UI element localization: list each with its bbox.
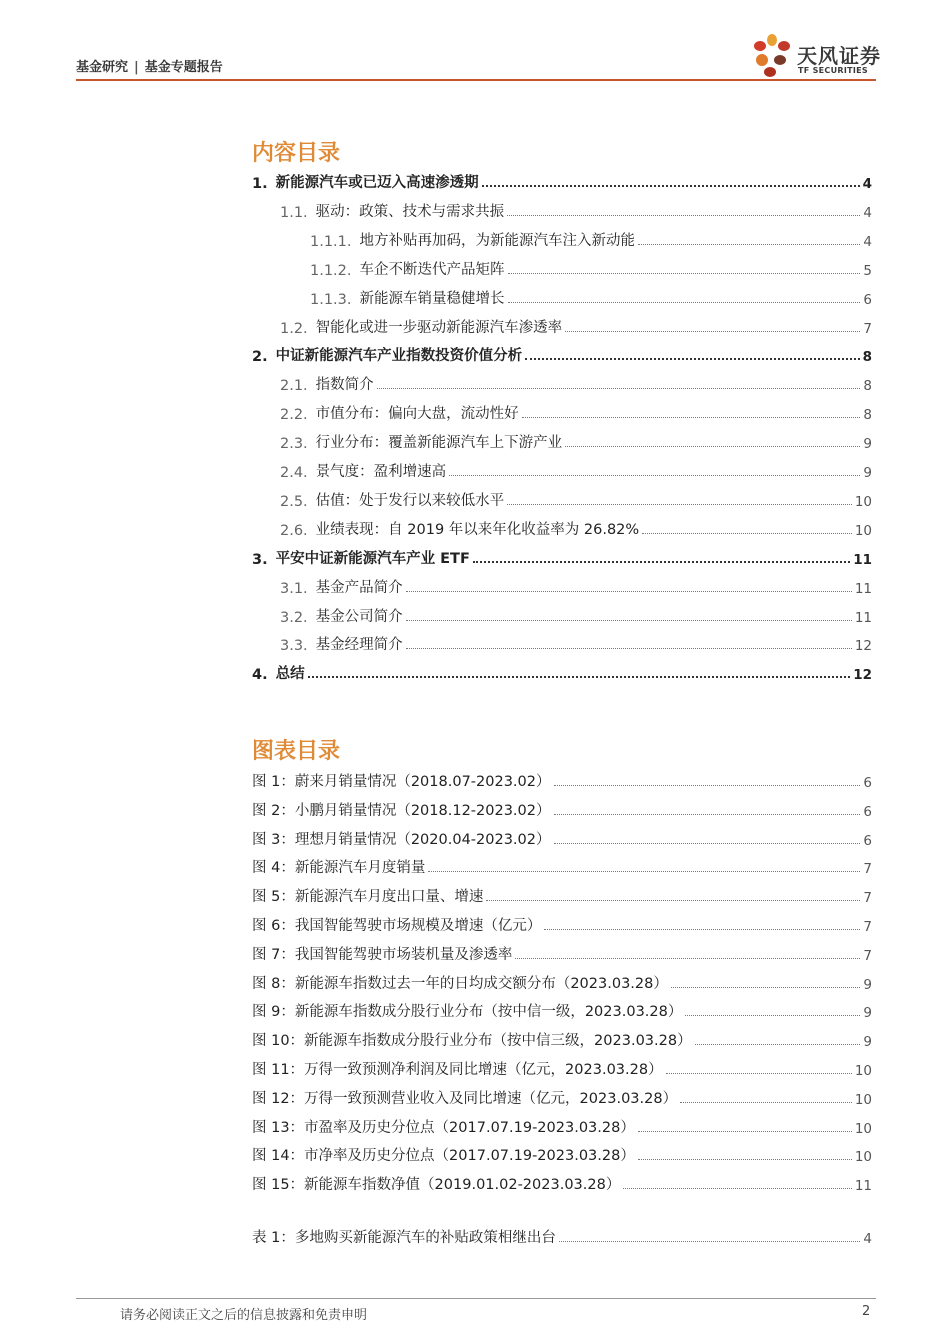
- toc-entry-page: 11: [854, 609, 872, 626]
- figure-entry[interactable]: [252, 971, 872, 993]
- toc-entry[interactable]: [252, 546, 872, 568]
- dot-leader: [522, 417, 861, 418]
- figure-entry-page: 7: [863, 861, 872, 878]
- figure-entry-page: 10: [854, 1091, 872, 1108]
- toc-entry-number: 1.1.2.: [310, 262, 352, 279]
- dot-leader: [482, 185, 860, 187]
- dot-leader: [486, 900, 860, 901]
- figure-entry-title: 图 12：万得一致预测营业收入及同比增速（亿元，2023.03.28）: [252, 1090, 678, 1107]
- dot-leader: [515, 958, 860, 959]
- toc-entry-number: 1.1.3.: [310, 291, 352, 308]
- report-category: 基金研究: [76, 60, 129, 75]
- toc-entry-number: 2.: [252, 349, 268, 366]
- toc-entry-page: 11: [853, 551, 872, 568]
- figure-entry-title: 图 7：我国智能驾驶市场装机量及渗透率: [252, 946, 513, 963]
- toc-entry[interactable]: [252, 343, 872, 365]
- dot-leader: [554, 814, 861, 815]
- toc-entry-number: 3.3.: [280, 638, 308, 655]
- toc-entry-page: 4: [863, 233, 872, 250]
- figure-entry-page: 7: [863, 947, 872, 964]
- dot-leader: [671, 987, 861, 988]
- dot-leader: [525, 358, 859, 360]
- figure-entry-page: 6: [863, 775, 872, 791]
- dot-leader: [666, 1073, 852, 1074]
- toc-entry-page: 8: [863, 378, 872, 395]
- dot-leader: [554, 843, 861, 844]
- dot-leader: [642, 533, 852, 534]
- toc-entry[interactable]: [252, 459, 872, 481]
- figure-entry[interactable]: [252, 855, 872, 877]
- table-entry-title: 表 1：多地购买新能源汽车的补贴政策相继出台: [252, 1230, 556, 1246]
- figure-entry-page: 7: [863, 890, 872, 907]
- figure-entry[interactable]: [252, 1143, 872, 1165]
- toc-entry-number: 2.4.: [280, 465, 308, 481]
- toc-entry[interactable]: [252, 257, 872, 279]
- toc-entry-number: 1.: [252, 176, 268, 192]
- toc-entry-title: 基金产品简介: [315, 579, 403, 596]
- toc-entry-page: 10: [854, 522, 872, 539]
- figure-entry-title: 图 10：新能源车指数成分股行业分布（按中信三级，2023.03.28）: [252, 1033, 692, 1050]
- toc-entry[interactable]: [252, 488, 872, 510]
- figure-entry-title: 图 15：新能源车指数净值（2019.01.02-2023.03.28）: [252, 1177, 621, 1194]
- toc-entry-title: 中证新能源汽车产业指数投资价值分析: [275, 348, 523, 365]
- dot-leader: [559, 1241, 861, 1242]
- toc-entry-number: 3.: [252, 551, 268, 568]
- figure-entry[interactable]: [252, 1028, 872, 1050]
- dot-leader: [638, 1159, 852, 1160]
- figure-entry[interactable]: [252, 942, 872, 964]
- figure-entry[interactable]: [252, 827, 872, 849]
- dot-leader: [685, 1015, 860, 1016]
- dot-leader: [554, 785, 861, 786]
- figure-entry-title: 图 9：新能源车指数成分股行业分布（按中信一级，2023.03.28）: [252, 1004, 683, 1021]
- toc-entry-title: 指数简介: [315, 377, 374, 394]
- toc-entry-title: 业绩表现：自 2019 年以来年化收益率为 26.82%: [315, 521, 640, 538]
- dot-leader: [449, 475, 860, 476]
- toc-entry-page: 8: [862, 349, 872, 366]
- toc-entry-title: 智能化或进一步驱动新能源汽车渗透率: [315, 319, 563, 336]
- page-number: 2: [862, 1304, 871, 1319]
- figure-entry-title: 图 8：新能源车指数过去一年的日均成交额分布（2023.03.28）: [252, 975, 668, 992]
- figure-entry[interactable]: [252, 884, 872, 906]
- dot-leader: [428, 871, 860, 872]
- table-entry[interactable]: [252, 1225, 872, 1247]
- dot-leader: [406, 648, 852, 649]
- toc-entry[interactable]: [252, 604, 872, 626]
- toc-entry-title: 新能源汽车或已迈入高速渗透期: [275, 175, 479, 191]
- figure-entry[interactable]: [252, 1086, 872, 1108]
- report-header: [76, 56, 223, 75]
- toc-entry[interactable]: [252, 632, 872, 654]
- dot-leader: [565, 331, 860, 332]
- dot-leader: [406, 620, 852, 621]
- toc-entry-number: 2.3.: [280, 436, 308, 453]
- toc-entry-page: 9: [863, 436, 872, 453]
- figure-entry-title: 图 14：市净率及历史分位点（2017.07.19-2023.03.28）: [252, 1148, 635, 1165]
- figure-entry[interactable]: [252, 1057, 872, 1079]
- figure-entry-page: 9: [863, 976, 872, 993]
- toc-entry-page: 12: [854, 638, 872, 655]
- figure-entry[interactable]: [252, 1172, 872, 1194]
- figure-entry-page: 10: [854, 1120, 872, 1137]
- figure-entry-title: 图 4：新能源汽车月度销量: [252, 860, 426, 877]
- figure-entry-page: 9: [863, 1034, 872, 1051]
- figure-entry[interactable]: [252, 913, 872, 935]
- dot-leader: [638, 1131, 852, 1132]
- toc-entry-title: 基金经理简介: [315, 637, 403, 654]
- figures-title: 图表目录: [252, 739, 341, 764]
- logo-name: 天风证券: [797, 44, 881, 68]
- footer-disclaimer: 请务必阅读正文之后的信息披露和免责申明: [120, 1308, 368, 1323]
- dot-leader: [565, 446, 860, 447]
- figure-entry[interactable]: [252, 798, 872, 820]
- toc-entry-number: 1.1.: [280, 204, 308, 221]
- toc-entry-title: 估值：处于发行以来较低水平: [315, 492, 505, 509]
- dot-leader: [473, 561, 850, 563]
- toc-entry-number: 2.2.: [280, 407, 308, 424]
- dot-leader: [508, 273, 861, 274]
- toc-entry-page: 7: [863, 320, 872, 337]
- figure-entry-page: 10: [854, 1149, 872, 1166]
- toc-entry[interactable]: [252, 228, 872, 250]
- toc-entry[interactable]: [252, 430, 872, 452]
- toc-entry-page: 11: [854, 580, 872, 597]
- toc-entry-title: 基金公司简介: [315, 608, 403, 625]
- dot-leader: [406, 591, 852, 592]
- toc-entry[interactable]: [252, 372, 872, 394]
- logo-subtitle: TF SECURITIES: [798, 66, 868, 75]
- table-entry-page: 4: [863, 1231, 872, 1247]
- toc-entry-title: 市值分布：偏向大盘，流动性好: [315, 406, 519, 423]
- figure-entry-title: 图 5：新能源汽车月度出口量、增速: [252, 889, 484, 906]
- toc-entry-number: 1.2.: [280, 320, 308, 337]
- figure-entry-title: 图 11：万得一致预测净利润及同比增速（亿元，2023.03.28）: [252, 1062, 663, 1078]
- dot-leader: [508, 302, 861, 303]
- dot-leader: [377, 388, 861, 389]
- dot-leader: [308, 676, 851, 678]
- toc-entry[interactable]: [252, 661, 872, 683]
- figure-entry-page: 7: [863, 919, 872, 935]
- toc-entry-title: 新能源车销量稳健增长: [359, 290, 505, 307]
- logo-petals: [754, 34, 790, 77]
- report-subcategory: 基金专题报告: [144, 60, 223, 75]
- header-separator: |: [134, 60, 139, 75]
- toc-entry[interactable]: [252, 199, 872, 221]
- toc-entry-page: 6: [863, 291, 872, 308]
- figure-entry[interactable]: [252, 999, 872, 1021]
- toc-entry-page: 10: [854, 493, 872, 510]
- figure-entry-page: 6: [863, 803, 872, 820]
- figure-entry[interactable]: [252, 1115, 872, 1137]
- figure-entry-page: 10: [854, 1063, 872, 1079]
- toc-entry-title: 车企不断迭代产品矩阵: [359, 261, 505, 278]
- figure-entry-title: 图 6：我国智能驾驶市场规模及增速（亿元）: [252, 918, 542, 934]
- toc-entry-title: 驱动：政策、技术与需求共振: [315, 203, 505, 220]
- figure-entry-page: 6: [863, 832, 872, 849]
- dot-leader: [680, 1102, 852, 1103]
- toc-entry-page: 4: [863, 204, 872, 221]
- toc-entry[interactable]: [252, 517, 872, 539]
- header-rule: [76, 79, 876, 81]
- toc-entry[interactable]: [252, 286, 872, 308]
- toc-entry-number: 3.2.: [280, 609, 308, 626]
- dot-leader: [695, 1044, 861, 1045]
- toc-entry-page: 4: [862, 176, 872, 192]
- toc-entry-page: 12: [853, 667, 872, 684]
- figure-entry-page: 11: [854, 1178, 872, 1195]
- toc-entry[interactable]: [252, 401, 872, 423]
- toc-entry-title: 行业分布：覆盖新能源汽车上下游产业: [315, 435, 563, 452]
- dot-leader: [623, 1188, 851, 1189]
- toc-entry-number: 2.1.: [280, 378, 308, 395]
- toc-entry-title: 地方补贴再加码，为新能源汽车注入新动能: [359, 232, 636, 249]
- toc-entry[interactable]: [252, 315, 872, 337]
- footer-rule: [76, 1298, 876, 1299]
- toc-entry-number: 1.1.1.: [310, 233, 352, 250]
- figure-entry-title: 图 2：小鹏月销量情况（2018.12-2023.02）: [252, 802, 551, 819]
- figure-entry-title: 图 13：市盈率及历史分位点（2017.07.19-2023.03.28）: [252, 1119, 635, 1136]
- figure-entry-title: 图 3：理想月销量情况（2020.04-2023.02）: [252, 831, 551, 848]
- dot-leader: [507, 504, 852, 505]
- toc-entry-page: 9: [863, 465, 872, 481]
- figure-entry-title: 图 1：蔚来月销量情况（2018.07-2023.02）: [252, 774, 551, 790]
- figure-entry[interactable]: [252, 769, 872, 791]
- dot-leader: [544, 929, 860, 930]
- toc-entry-number: 4.: [252, 667, 268, 684]
- contents-title: 内容目录: [252, 141, 341, 166]
- toc-entry-page: 8: [863, 407, 872, 424]
- toc-entry-title: 平安中证新能源汽车产业 ETF: [275, 550, 470, 567]
- dot-leader: [638, 244, 860, 245]
- toc-entry-title: 景气度：盈利增速高: [315, 464, 447, 480]
- toc-entry-number: 3.1.: [280, 580, 308, 597]
- toc-entry-number: 2.6.: [280, 522, 308, 539]
- toc-entry-title: 总结: [275, 666, 305, 683]
- dot-leader: [507, 215, 860, 216]
- toc-entry-number: 2.5.: [280, 493, 308, 510]
- toc-entry[interactable]: [252, 170, 872, 192]
- figure-entry-page: 9: [863, 1005, 872, 1022]
- toc-entry[interactable]: [252, 575, 872, 597]
- toc-entry-page: 5: [863, 262, 872, 279]
